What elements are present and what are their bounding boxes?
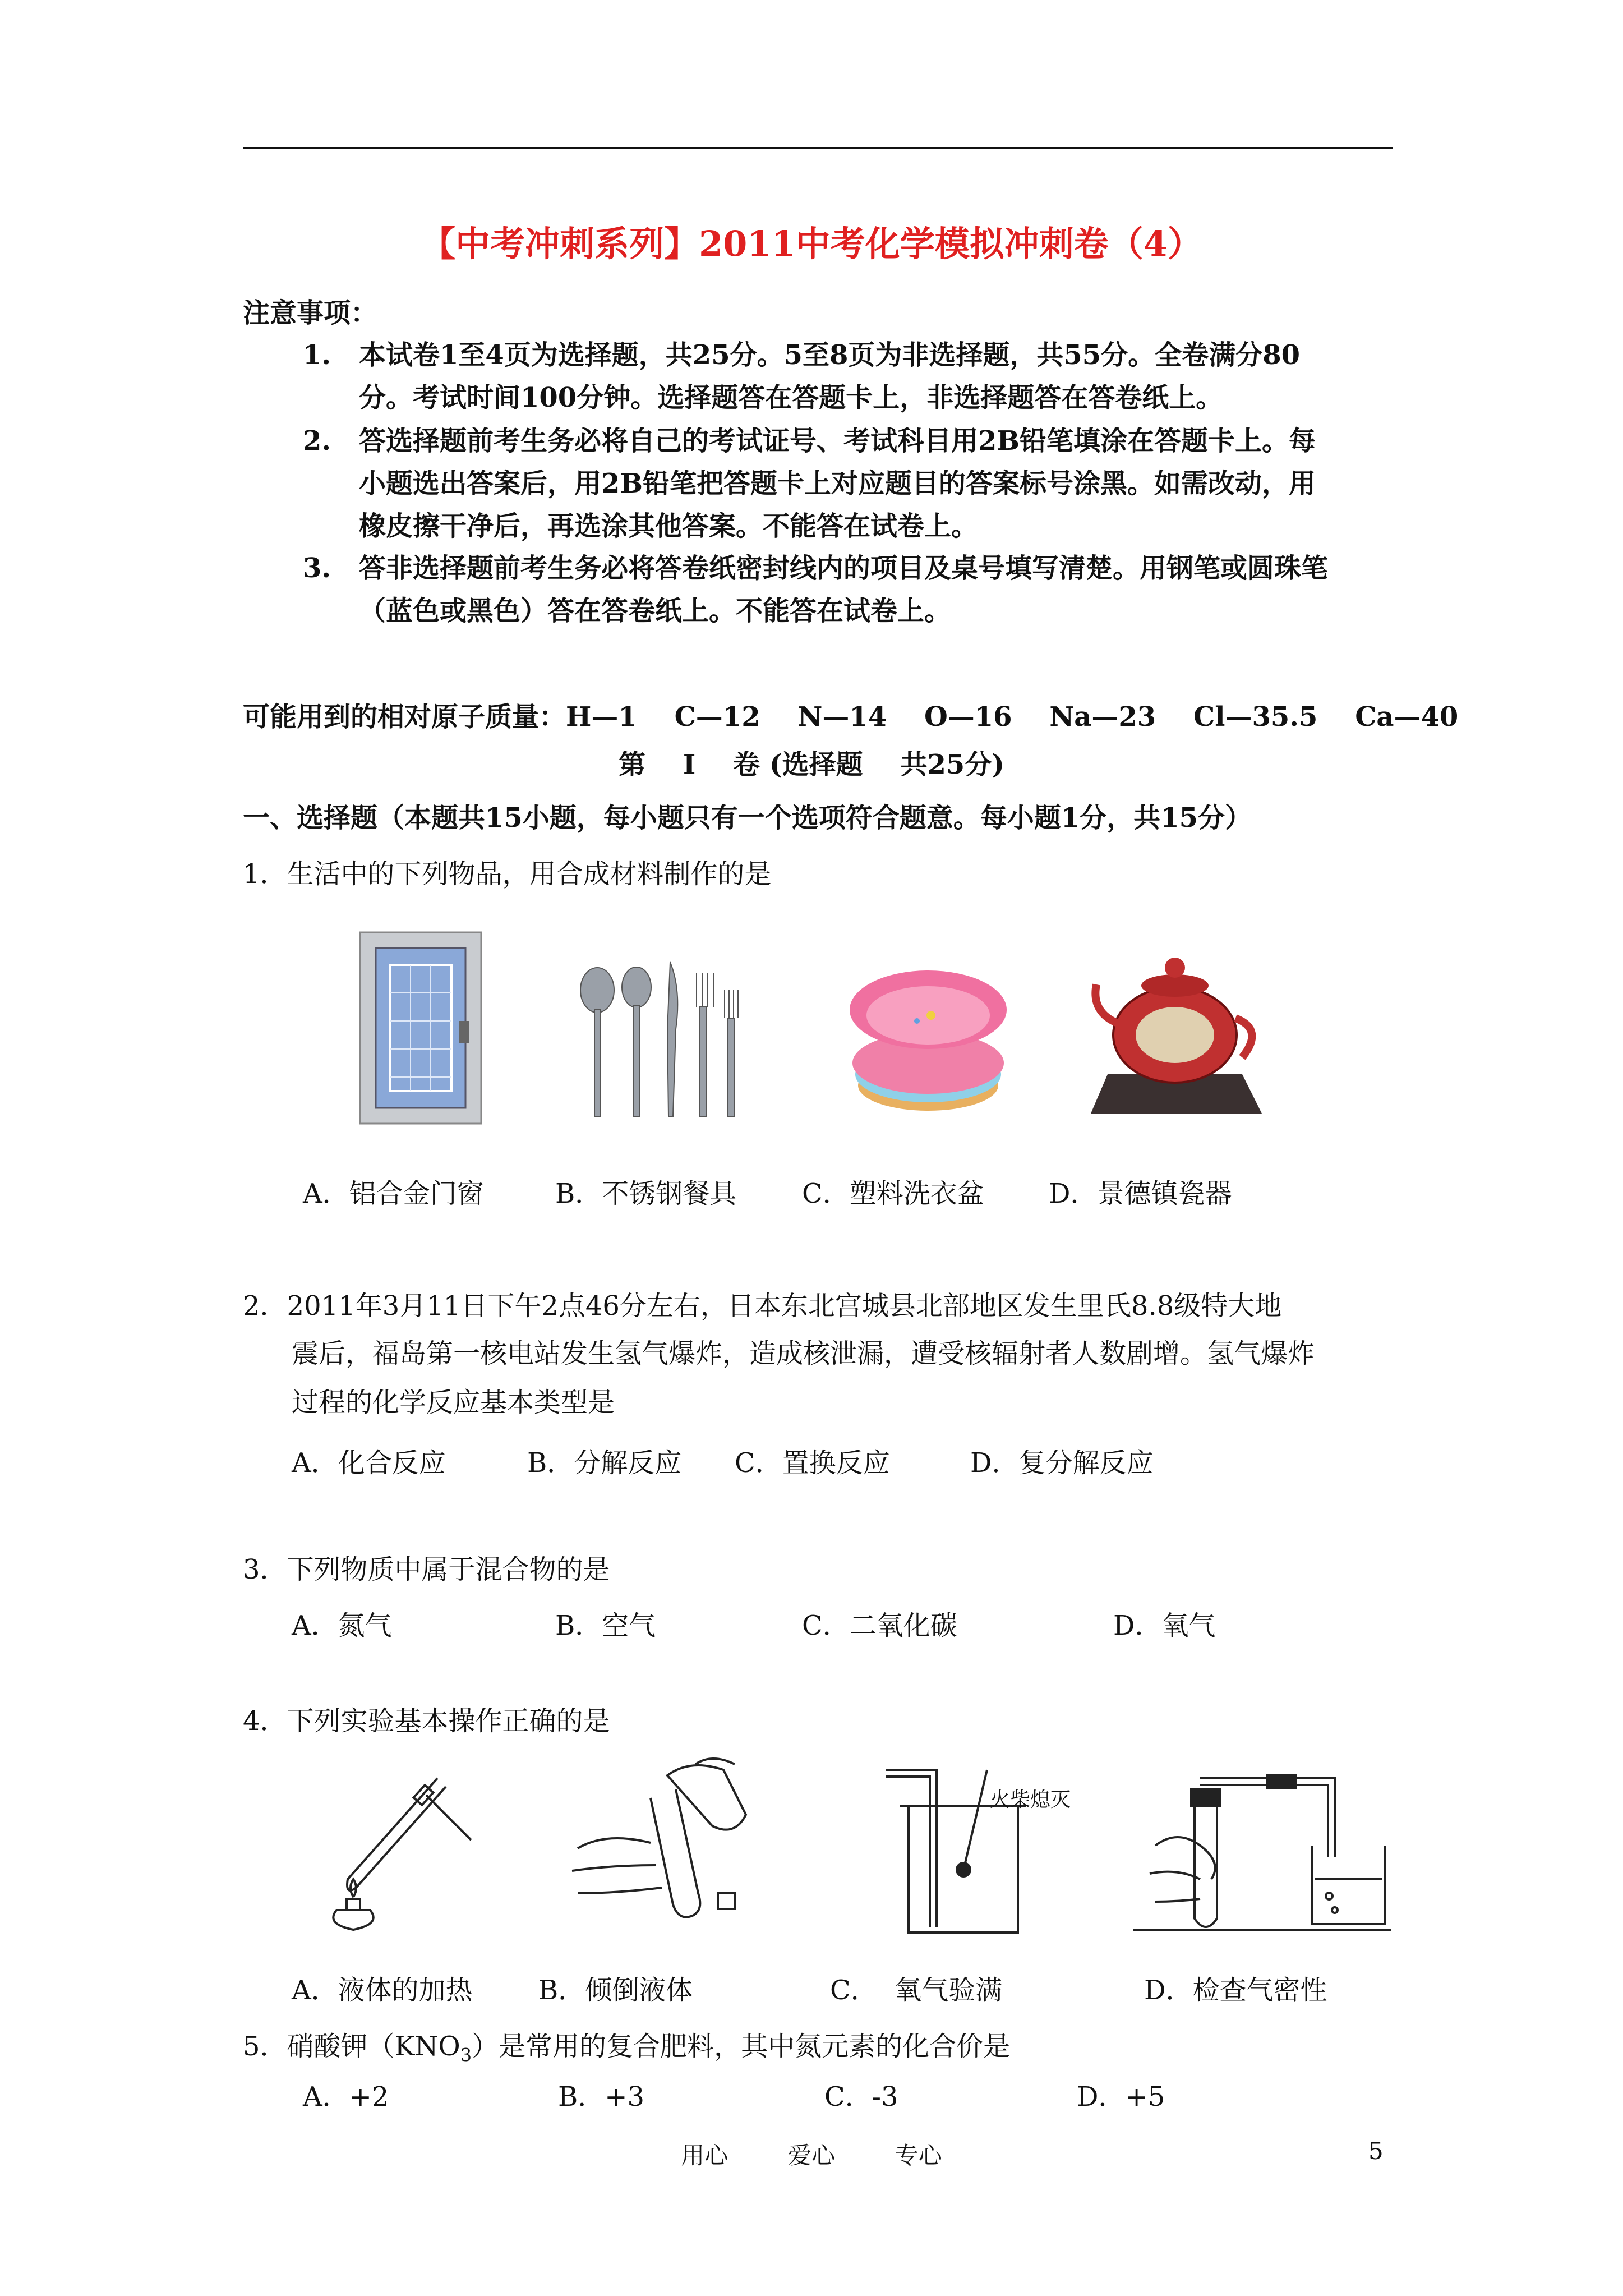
question-3-option-d: D．氧气 [1113, 1610, 1216, 1641]
question-4-option-c: C． 氧气验满 [830, 1975, 1003, 2006]
question-5-option-b: B．+3 [558, 2081, 645, 2113]
liquid-heating-diagram [314, 1767, 482, 1935]
question-5-option-c: C．-3 [824, 2081, 898, 2113]
match-label: 火柴熄灭 [990, 1788, 1071, 1811]
question-5-stem-part: 5．硝酸钾（KNO [243, 2031, 460, 2062]
question-2-option-d: D．复分解反应 [970, 1447, 1154, 1479]
section-heading: 一、选择题（本题共15小题，每小题只有一个选项符合题意。每小题1分，共15分） [243, 802, 1252, 834]
notice-line: 本试卷1至4页为选择题，共25分。5至8页为非选择题，共55分。全卷满分80 [359, 339, 1300, 371]
question-1-option-d: D．景德镇瓷器 [1049, 1178, 1232, 1209]
notice-item [303, 334, 1396, 419]
section-title: 第 I 卷 (选择题 共25分) [619, 749, 1004, 780]
airtight-check-diagram [1133, 1767, 1391, 1935]
question-2-line: 震后，福岛第一核电站发生氢气爆炸，造成核泄漏，遭受核辐射者人数剧增。氢气爆炸 [292, 1338, 1315, 1369]
plastic-basin-image [847, 965, 1009, 1116]
question-5-stem-part: ）是常用的复合肥料，其中氮元素的化合价是 [472, 2031, 1011, 2062]
question-4-option-d: D．检查气密性 [1144, 1975, 1327, 2006]
question-2-option-b: B．分解反应 [527, 1447, 682, 1479]
header-rule [243, 147, 1393, 149]
notice-line: 答选择题前考生务必将自己的考试证号、考试科目用2B铅笔填涂在答题卡上。每 [359, 425, 1316, 457]
question-3-option-c: C．二氧化碳 [802, 1610, 957, 1641]
cutlery-image [572, 956, 751, 1125]
question-3-stem: 3．下列物质中属于混合物的是 [243, 1554, 610, 1585]
notice-line: 小题选出答案后，用2B铅笔把答题卡上对应题目的答案标号涂黑。如需改动，用 [359, 468, 1316, 499]
notice-item-number: 2. [303, 425, 331, 457]
question-2-line: 过程的化学反应基本类型是 [292, 1387, 615, 1418]
notice-line: 橡皮擦干净后，再选涂其他答案。不能答在试卷上。 [359, 510, 979, 542]
notice-item [303, 547, 1396, 632]
footer-slogan: 用心 爱心 专心 [681, 2142, 942, 2169]
question-1-option-a: A．铝合金门窗 [303, 1178, 484, 1209]
notice-label: 注意事项： [243, 297, 378, 329]
question-2-option-c: C．置换反应 [735, 1447, 890, 1479]
page-title: 【中考冲刺系列】2011中考化学模拟冲刺卷（4） [421, 223, 1202, 264]
pour-liquid-diagram [555, 1753, 757, 1932]
notice-line: 答非选择题前考生务必将答卷纸密封线内的项目及桌号填写清楚。用钢笔或圆珠笔 [359, 553, 1329, 584]
question-5-option-d: D．+5 [1077, 2081, 1165, 2113]
question-5-stem [243, 2025, 1010, 2077]
porcelain-teapot-image [1085, 934, 1265, 1122]
question-2-option-a: A．化合反应 [292, 1447, 446, 1479]
notice-item-number: 3. [303, 553, 331, 584]
question-1-stem: 1．生活中的下列物品，用合成材料制作的是 [243, 858, 772, 890]
notice-item [303, 420, 1396, 547]
question-1-option-b: B．不锈钢餐具 [555, 1178, 737, 1209]
question-2-line: 2．2011年3月11日下午2点46分左右，日本东北宫城县北部地区发生里氏8.8级特大地 [243, 1290, 1282, 1322]
question-1-option-c: C．塑料洗衣盆 [802, 1178, 984, 1209]
notice-line: （蓝色或黑色）答在答卷纸上。不能答在试卷上。 [359, 595, 952, 627]
question-4-option-a: A．液体的加热 [292, 1975, 473, 2006]
question-3-option-b: B．空气 [555, 1610, 656, 1641]
atomic-mass-line: 可能用到的相对原子质量：H—1 C—12 N—14 O—16 Na—23 Cl—35.5 Ca—40 [243, 701, 1459, 733]
question-5-option-a: A．+2 [303, 2081, 389, 2113]
question-3-option-a: A．氮气 [292, 1610, 392, 1641]
question-4-stem: 4．下列实验基本操作正确的是 [243, 1705, 610, 1737]
notice-line: 分。考试时间100分钟。选择题答在答题卡上，非选择题答在答卷纸上。 [359, 382, 1223, 413]
page-number: 5 [1368, 2137, 1384, 2165]
subscript: 3 [460, 2044, 472, 2066]
notice-item-number: 1. [303, 339, 331, 371]
door-image [359, 931, 482, 1125]
question-4-option-b: B．倾倒液体 [538, 1975, 693, 2006]
